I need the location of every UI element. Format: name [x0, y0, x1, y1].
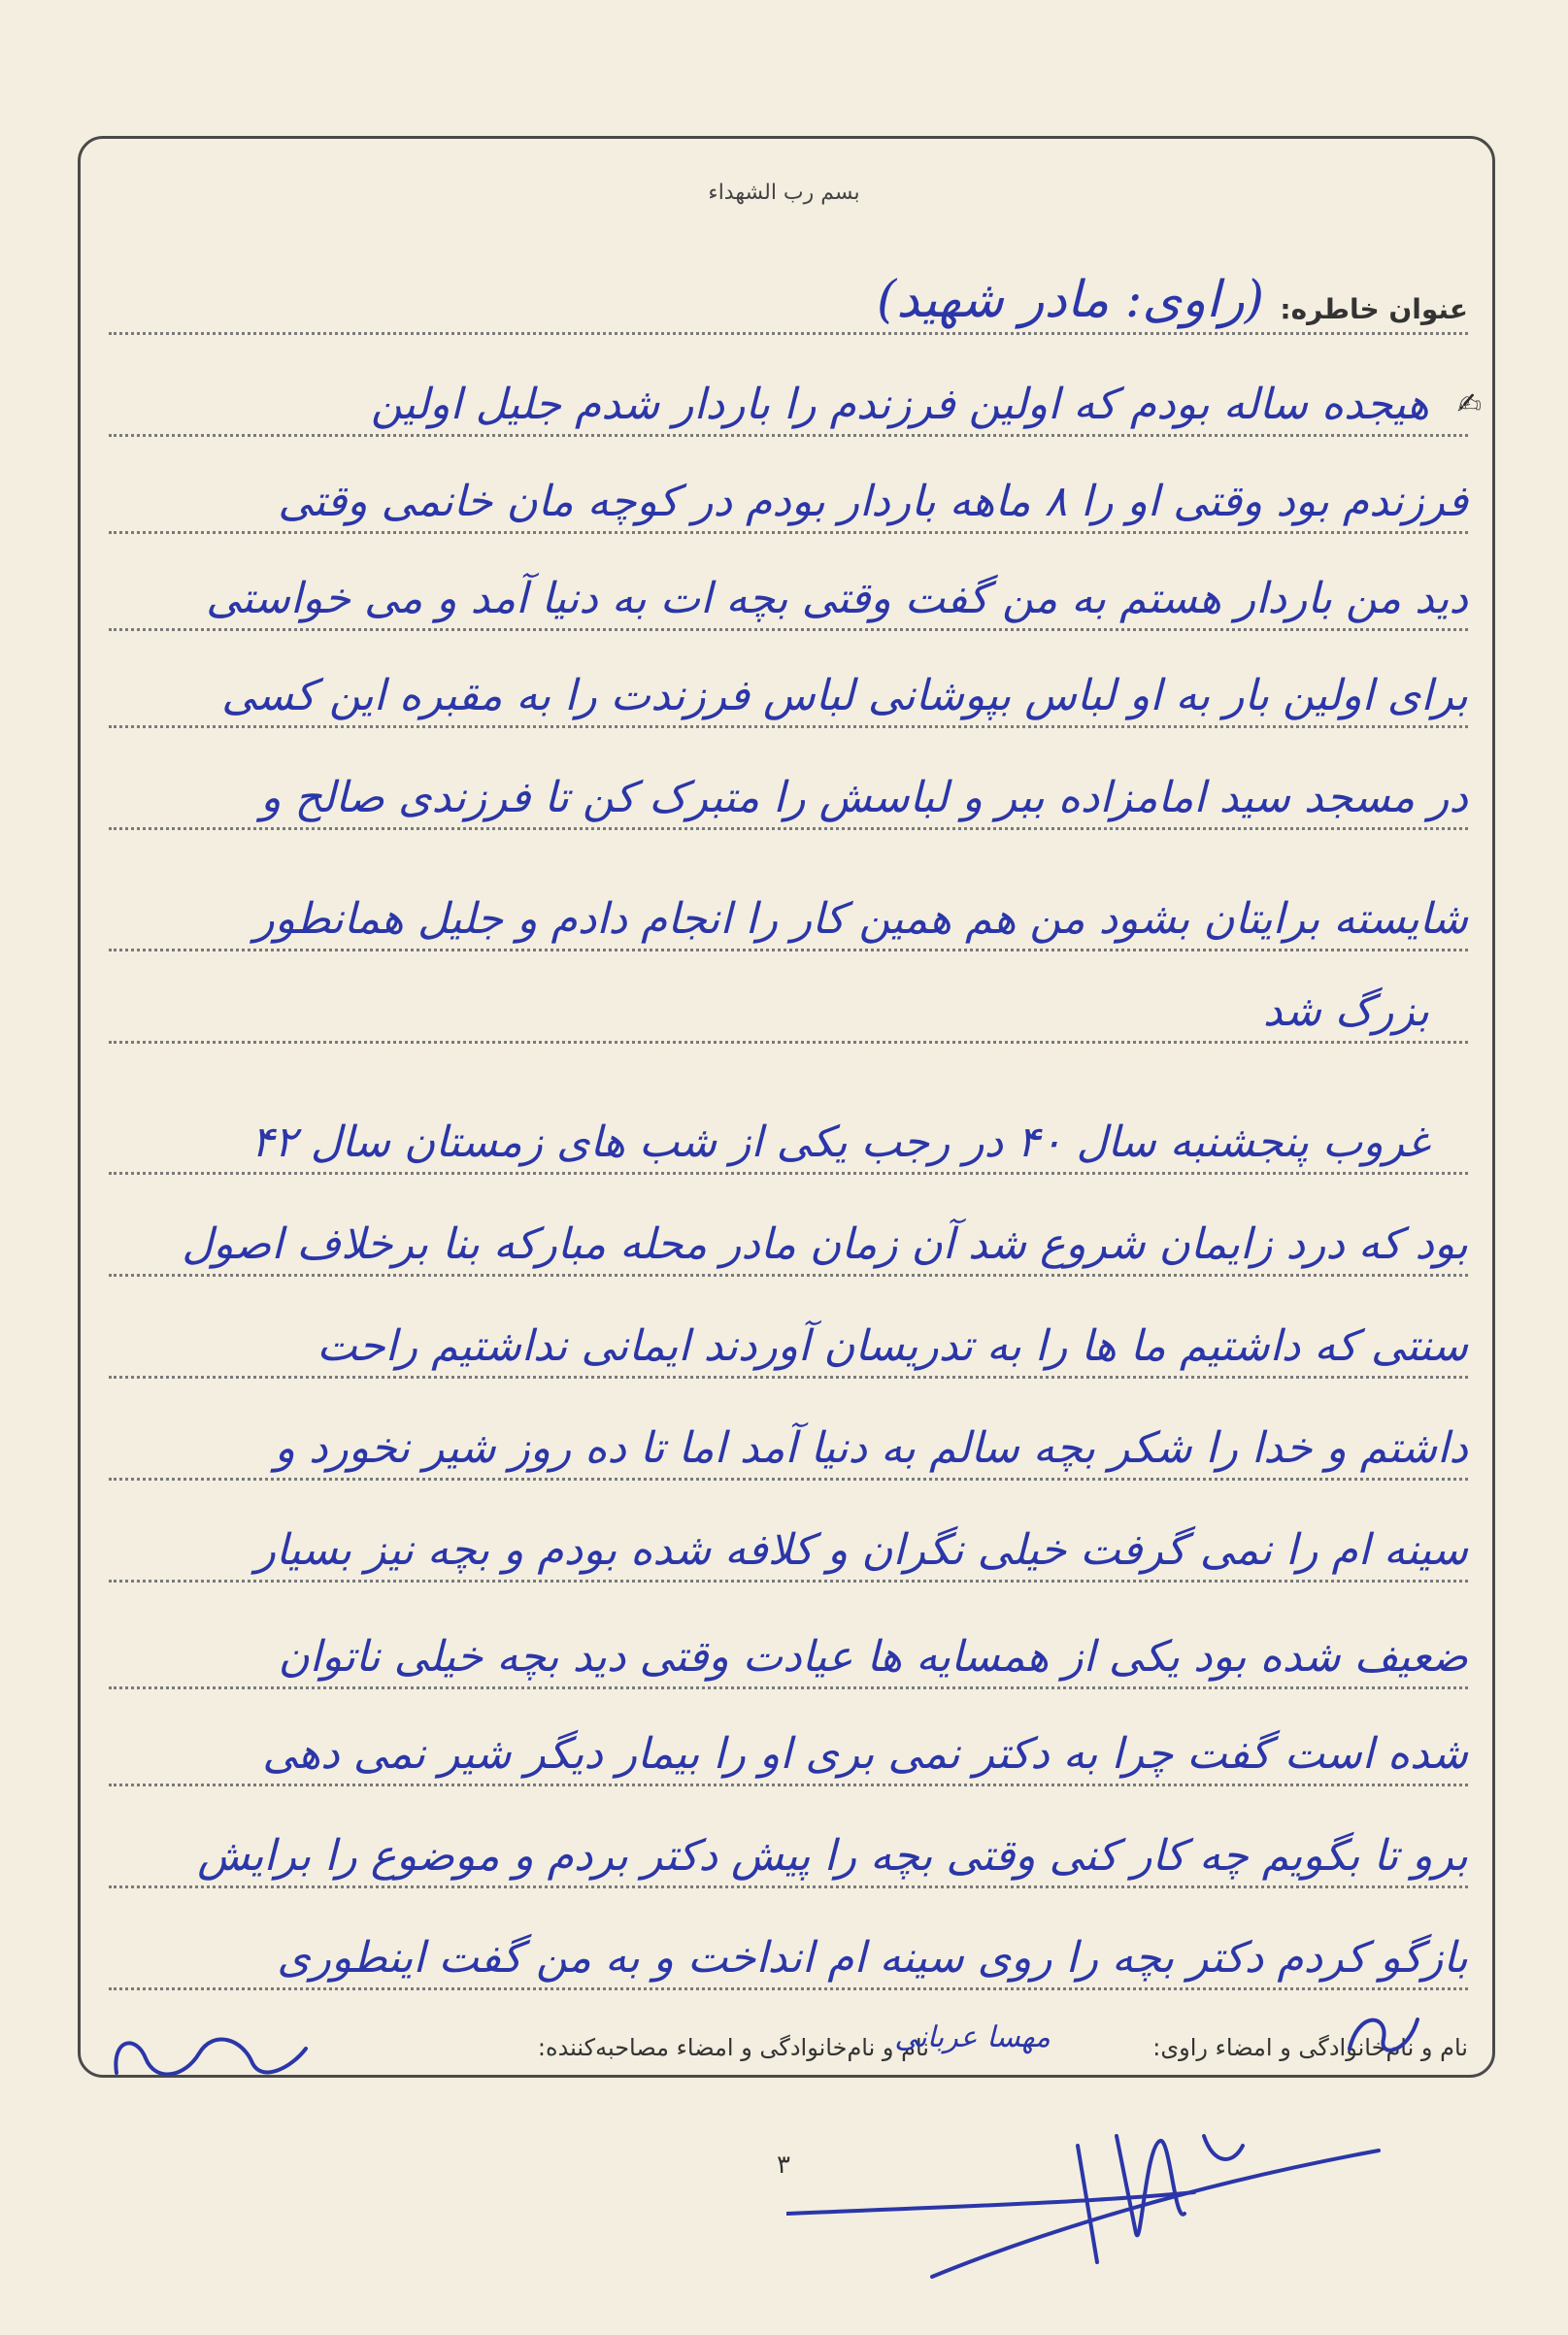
dotted-line: [109, 827, 1468, 830]
dotted-line: [109, 949, 1468, 951]
text-line: [109, 752, 1468, 830]
text-line: [109, 966, 1468, 1044]
title-label: عنوان خاطره:: [1280, 293, 1468, 325]
text-line: [109, 1811, 1468, 1888]
dotted-line: [109, 1376, 1468, 1379]
dotted-line: [109, 1478, 1468, 1481]
dotted-line: [109, 1580, 1468, 1583]
narrator-signature-mark: [1340, 1990, 1427, 2068]
handwritten-line: ضعیف شده بود یکی از همسایه ها عیادت وقتی دید بچه خیلی ناتوان: [278, 1632, 1468, 1682]
handwritten-line: سینه ام را نمی گرفت خیلی نگران و کلافه شده بودم و بچه نیز بسیار: [254, 1525, 1468, 1575]
handwritten-line: شده است گفت چرا به دکتر نمی بری او را بیمار دیگر شیر نمی دهی: [262, 1729, 1468, 1779]
dotted-line: [109, 1784, 1468, 1786]
dotted-line: [109, 1686, 1468, 1689]
pen-icon: ✍: [1456, 387, 1482, 421]
text-line: [109, 1403, 1468, 1481]
dotted-line: [109, 531, 1468, 534]
handwritten-line: بزرگ شد: [1262, 986, 1429, 1036]
header-title: بسم رب الشهداء: [708, 181, 860, 205]
handwritten-line: برو تا بگویم چه کار کنی وقتی بچه را پیش دکتر بردم و موضوع را برایش: [197, 1831, 1468, 1881]
text-line: [109, 650, 1468, 728]
narrator-label: نام و نام‌خانوادگی و امضاء راوی:: [1152, 2034, 1468, 2061]
handwritten-line: هیجده ساله بودم که اولین فرزندم را باردار شدم جلیل اولین: [371, 380, 1429, 429]
text-line: [109, 553, 1468, 631]
text-line: [109, 1199, 1468, 1277]
dotted-line: [109, 1274, 1468, 1277]
narrator-signature: [107, 1981, 320, 2097]
dotted-line: [109, 1885, 1468, 1888]
title-row: [109, 257, 1468, 335]
handwritten-line: دید من باردار هستم به من گفت وقتی بچه ات به دنیا آمد و می خواستی: [206, 574, 1468, 623]
handwritten-line: داشتم و خدا را شکر بچه سالم به دنیا آمد اما تا ده روز شیر نخورد و: [274, 1423, 1468, 1473]
handwritten-line: سنتی که داشتیم ما ها را به تدریسان آوردند ایمانی نداشتیم راحت: [317, 1321, 1468, 1371]
dotted-line: [109, 1041, 1468, 1044]
dotted-line: [109, 332, 1468, 335]
handwritten-line: فرزندم بود وقتی او را ۸ ماهه باردار بودم در کوچه مان خانمی وقتی: [278, 477, 1468, 526]
handwritten-line: شایسته برایتان بشود من هم همین کار را انجام دادم و جلیل همانطور: [253, 894, 1468, 944]
handwritten-line: در مسجد سید امامزاده ببر و لباسش را متبرک کن تا فرزندی صالح و: [260, 773, 1468, 822]
page-number: ۳: [777, 2151, 790, 2180]
dotted-line: [109, 725, 1468, 728]
text-line: [109, 359, 1482, 437]
handwritten-line: غروب پنجشنبه سال ۴۰ در رجب یکی از شب های زمستان سال ۴۲: [250, 1117, 1429, 1167]
text-line: [109, 1097, 1468, 1175]
text-line: [109, 456, 1468, 534]
handwritten-line: برای اولین بار به او لباس بپوشانی لباس فرزندت را به مقبره این کسی: [221, 671, 1468, 720]
text-line: [109, 1913, 1468, 1990]
handwritten-line: بود که درد زایمان شروع شد آن زمان مادر محله مبارکه بنا برخلاف اصول: [182, 1219, 1468, 1269]
text-line: [109, 1505, 1468, 1583]
dotted-line: [109, 1172, 1468, 1175]
dotted-line: [109, 434, 1468, 437]
interviewer-label: نام و نام‌خانوادگی و امضاء مصاحبه‌کننده:: [537, 2034, 929, 2061]
text-line: [109, 1612, 1468, 1689]
title-value: (راوی: مادر شهید): [876, 271, 1264, 329]
dotted-line: [109, 628, 1468, 631]
handwritten-line: بازگو کردم دکتر بچه را روی سینه ام انداخت و به من گفت اینطوری: [277, 1933, 1468, 1983]
text-line: [109, 1301, 1468, 1379]
text-line: [109, 1709, 1468, 1786]
interviewer-name: مهسا عربانی: [894, 2020, 1051, 2054]
text-line: [109, 874, 1468, 951]
interviewer-signature: [786, 2107, 1408, 2301]
